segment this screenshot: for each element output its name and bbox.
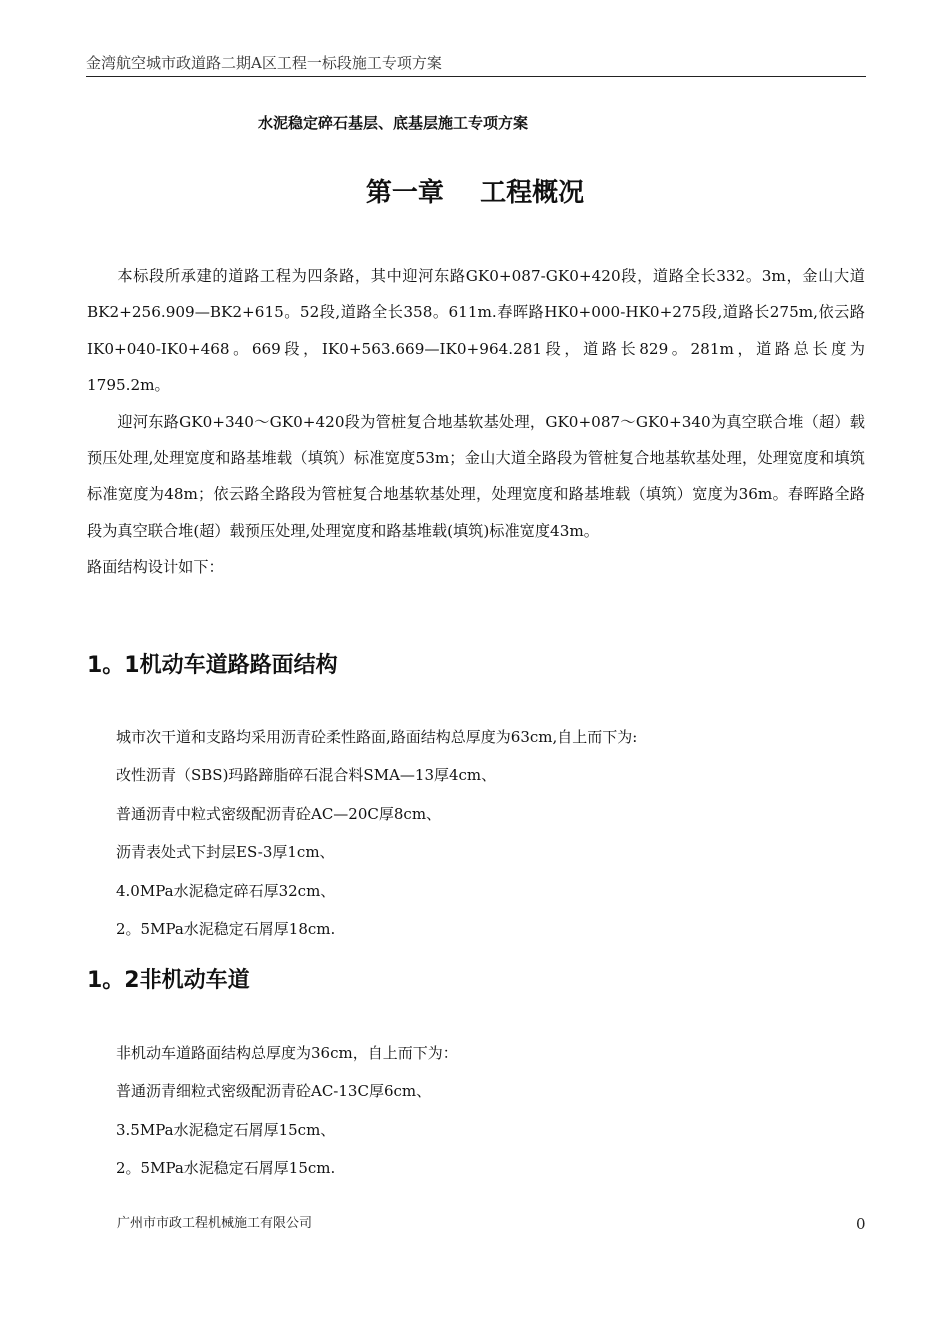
document-title: 水泥稳定碎石基层、底基层施工专项方案	[258, 114, 529, 132]
list-item: 改性沥青（SBS)玛路蹄脂碎石混合料SMA—13厚4cm、	[116, 766, 497, 785]
motor-lane-structure-list	[116, 718, 637, 948]
list-item: 2。5MPa水泥稳定石屑厚18cm.	[116, 920, 336, 939]
list-item: 城市次干道和支路均采用沥青砼柔性路面,路面结构总厚度为63cm,自上而下为:	[116, 728, 638, 746]
list-item: 沥青表处式下封层ES-3厚1cm、	[116, 843, 335, 862]
section-heading-motor-lane: 1。1机动车道路路面结构	[87, 653, 338, 678]
list-item: 3.5MPa水泥稳定石屑厚15cm、	[116, 1120, 336, 1139]
list-item: 4.0MPa水泥稳定碎石厚32cm、	[116, 881, 336, 900]
footer-company: 广州市市政工程机械施工有限公司	[117, 1216, 313, 1231]
section-heading-non-motor-lane: 1。2非机动车道	[87, 968, 250, 993]
list-item: 非机动车道路面结构总厚度为36cm，自上而下为：	[116, 1044, 458, 1062]
page-header	[86, 52, 866, 77]
list-item: 2。5MPa水泥稳定石屑厚15cm.	[116, 1159, 336, 1178]
chapter-title: 第一章 工程概况	[365, 178, 585, 208]
intro-paragraph-3: 路面结构设计如下：	[87, 558, 224, 577]
header-text: 金湾航空城市政道路二期A区工程一标段施工专项方案	[86, 54, 442, 72]
list-item: 普通沥青细粒式密级配沥青砼AC-13C厚6cm、	[116, 1082, 432, 1101]
non-motor-lane-structure-list	[116, 1034, 458, 1188]
intro-paragraph-2: 迎河东路GK0+340～GK0+420段为管桩复合地基软基处理，GK0+087～GK0+340为真空联合堆（超）载预压处理,处理宽度和路基堆载（填筑）标准宽度53m；金山大道全路段为管桩复合地基软基处理，处理宽度和填筑标准宽度为48m；依云路全路段为管桩复合地基软基处理，处理宽度和路基堆载（填筑）宽度为36m。春晖路全路段为真空联合堆(超）载预压处理,处理宽度和路基堆载(填筑)标准宽度43m。	[87, 412, 865, 540]
page-number: 0	[856, 1215, 866, 1233]
list-item: 普通沥青中粒式密级配沥青砼AC—20C厚8cm、	[116, 804, 442, 823]
intro-section	[87, 258, 865, 586]
intro-paragraph-1: 本标段所承建的道路工程为四条路，其中迎河东路GK0+087-GK0+420段，道路全长332。3m，金山大道 BK2+256.909—BK2+615。52段,道路全长358。611m.春晖路HK0+000-HK0+275段,道路长275m,依云路IK0+040-IK0+468。669段，IK0+563.669—IK0+964.281段，道路长829。281m，道路总长度为1795.2m。	[87, 267, 865, 395]
